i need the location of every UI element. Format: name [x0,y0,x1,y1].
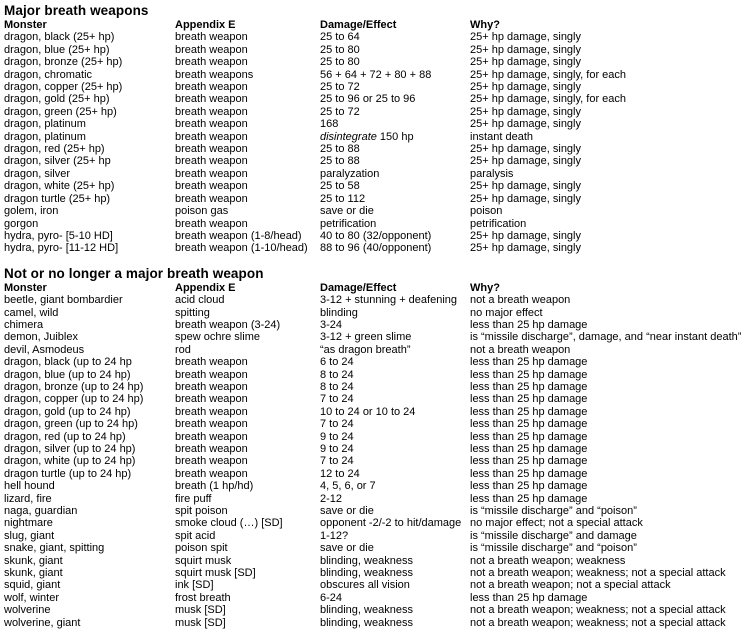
cell-why: 25+ hp damage, singly [470,81,581,94]
table-row [4,356,744,368]
cell-why: less than 25 hp damage [470,368,588,381]
cell-monster: dragon, silver [4,167,71,180]
cell-monster: dragon, bronze (up to 24 hp) [4,380,144,393]
table-row [4,617,744,629]
cell-damage-effect: 25 to 72 [320,81,360,94]
cell-why: less than 25 hp damage [470,467,588,480]
cell-damage-effect: save or die [320,542,374,555]
cell-appendix-e: squirt musk [SD] [175,567,256,580]
cell-appendix-e: breath weapon [175,217,248,230]
cell-why: 25+ hp damage, singly [470,118,581,131]
cell-appendix-e: breath weapon [175,56,248,69]
cell-appendix-e: breath weapon [175,155,248,168]
cell-monster: skunk, giant [4,567,63,580]
cell-appendix-e: spit acid [175,529,216,542]
table-row [4,369,744,381]
cell-monster: hydra, pyro- [11-12 HD] [4,242,119,255]
section-not-major-breath-weapons [4,266,744,629]
cell-why: less than 25 hp damage [470,492,588,505]
table-row [4,193,744,205]
table-row [4,555,744,567]
cell-monster: dragon, gold (25+ hp) [4,93,110,106]
cell-monster: demon, Juiblex [4,331,78,344]
cell-why: less than 25 hp damage [470,318,588,331]
cell-monster: dragon, black (up to 24 hp [4,356,132,369]
cell-why: is “missile discharge”, damage, and “near instant death” [470,331,742,344]
col-header-appendix-e: Appendix E [175,19,236,31]
table-row [4,106,744,118]
cell-why: 25+ hp damage, singly [470,105,581,118]
cell-monster: naga, guardian [4,505,78,518]
cell-appendix-e: breath weapon [175,118,248,131]
cell-appendix-e: breath weapon [175,405,248,418]
cell-appendix-e: breath weapons [175,68,254,81]
cell-why: not a breath weapon; weakness [470,554,626,567]
cell-damage-effect: 6-24 [320,591,343,604]
column-header-row [4,19,744,31]
cell-monster: dragon, copper (up to 24 hp) [4,393,144,406]
cell-damage-effect: 3-24 [320,318,343,331]
cell-damage-effect: 9 to 24 [320,443,354,455]
table-row [4,230,744,242]
cell-why: 25+ hp damage, singly [470,192,581,205]
table-row [4,242,744,254]
cell-why: not a breath weapon [470,294,571,307]
cell-appendix-e: breath weapon [175,93,248,106]
table-row [4,56,744,68]
table-row [4,517,744,529]
cell-monster: dragon, bronze (25+ hp) [4,56,123,69]
cell-monster: skunk, giant [4,554,63,567]
table-row [4,31,744,43]
cell-appendix-e: spit poison [175,505,228,518]
cell-appendix-e: breath weapon [175,105,248,118]
table-row [4,93,744,105]
cell-damage-effect: 8 to 24 [320,368,354,381]
cell-appendix-e: rod [175,343,191,356]
cell-monster: dragon, platinum [4,130,86,143]
cell-damage-effect: 25 to 80 [320,56,360,69]
table-row [4,455,744,467]
cell-damage-effect: save or die [320,205,374,218]
cell-monster: dragon, blue (up to 24 hp) [4,368,131,381]
cell-why: less than 25 hp damage [470,591,588,604]
cell-monster: dragon, platinum [4,118,86,131]
cell-why: less than 25 hp damage [470,380,588,393]
cell-appendix-e: breath weapon [175,443,248,455]
cell-damage-effect: 40 to 80 (32/opponent) [320,229,432,242]
cell-monster: snake, giant, spitting [4,542,105,555]
cell-why: 25+ hp damage, singly [470,242,581,255]
cell-monster: hydra, pyro- [5-10 HD] [4,229,113,242]
cell-monster: wolf, winter [4,591,60,604]
table-row [4,406,744,418]
section-major-breath-weapons [4,3,744,255]
cell-damage-effect: petrification [320,217,377,230]
cell-appendix-e: breath weapon [175,143,248,156]
cell-appendix-e: breath weapon [175,81,248,94]
cell-monster: dragon, white (25+ hp) [4,180,115,193]
cell-appendix-e: fire puff [175,492,212,505]
column-header-row [4,282,744,294]
cell-appendix-e: poison spit [175,542,228,555]
cell-appendix-e: breath weapon (1-8/head) [175,229,302,242]
table-row [4,418,744,430]
cell-why: less than 25 hp damage [470,393,588,406]
table-row [4,604,744,616]
cell-monster: devil, Asmodeus [4,343,85,356]
cell-appendix-e: breath weapon [175,31,248,44]
cell-appendix-e: breath (1 hp/hd) [175,480,254,493]
table-row [4,493,744,505]
cell-appendix-e: breath weapon [175,167,248,180]
cell-appendix-e: squirt musk [175,554,232,567]
cell-appendix-e: acid cloud [175,294,225,307]
cell-monster: wolverine, giant [4,616,81,629]
cell-appendix-e: breath weapon [175,43,248,56]
cell-damage-effect: blinding, weakness [320,616,413,629]
cell-why: less than 25 hp damage [470,418,588,431]
cell-damage-effect: 168 [320,118,339,131]
cell-why: less than 25 hp damage [470,480,588,493]
cell-why: not a breath weapon; weakness; not a special attack [470,616,726,629]
cell-appendix-e: breath weapon [175,393,248,406]
cell-why: no major effect [470,306,543,319]
cell-appendix-e: poison gas [175,205,229,218]
cell-why: instant death [470,130,533,143]
cell-monster: gorgon [4,217,39,230]
cell-damage-effect: 1-12? [320,529,349,542]
cell-monster: golem, iron [4,205,59,218]
cell-why: is “missile discharge” and “poison” [470,505,637,518]
cell-damage-effect: 8 to 24 [320,380,354,393]
cell-damage-effect: paralyzation [320,167,380,180]
cell-monster: chimera [4,318,44,331]
table-row [4,393,744,405]
cell-why: 25+ hp damage, singly [470,155,581,168]
cell-why: poison [470,205,503,218]
cell-damage-effect: blinding, weakness [320,567,413,580]
cell-appendix-e: breath weapon [175,130,248,143]
table-row [4,205,744,217]
table-row [4,218,744,230]
table-row [4,431,744,443]
cell-damage-effect: 4, 5, 6, or 7 [320,480,376,493]
cell-why: not a breath weapon; weakness; not a special attack [470,604,726,617]
cell-damage-effect: blinding [320,306,358,319]
table-row [4,567,744,579]
cell-damage-effect: 10 to 24 or 10 to 24 [320,405,416,418]
cell-why: 25+ hp damage, singly, for each [470,68,627,81]
cell-monster: lizard, fire [4,492,52,505]
cell-damage-effect: 25 to 72 [320,105,360,118]
cell-monster: nightmare [4,517,53,530]
cell-damage-effect: 25 to 112 [320,192,366,205]
cell-why: not a breath weapon; weakness; not a special attack [470,567,726,580]
cell-damage-effect: 25 to 96 or 25 to 96 [320,93,416,106]
col-header-monster: Monster [4,19,47,31]
cell-monster: dragon, blue (25+ hp) [4,43,110,56]
cell-why: 25+ hp damage, singly [470,180,581,193]
cell-why: 25+ hp damage, singly [470,143,581,156]
table-row [4,331,744,343]
table-row [4,579,744,591]
cell-why: is “missile discharge” and “poison” [470,542,637,555]
cell-why: less than 25 hp damage [470,430,588,443]
cell-damage-effect: save or die [320,505,374,518]
cell-why: is “missile discharge” and damage [470,529,637,542]
cell-damage-effect: 3-12 + green slime [320,331,412,344]
cell-why: 25+ hp damage, singly [470,229,581,242]
cell-damage-effect: 9 to 24 [320,430,354,443]
cell-damage-effect: “as dragon breath” [320,343,411,356]
cell-appendix-e: breath weapon [175,380,248,393]
cell-appendix-e: musk [SD] [175,616,226,629]
cell-appendix-e: breath weapon [175,418,248,431]
cell-monster: slug, giant [4,529,55,542]
cell-why: not a breath weapon; not a special attack [470,579,671,592]
cell-monster: dragon, green (25+ hp) [4,105,117,118]
cell-appendix-e: smoke cloud (…) [SD] [175,517,283,530]
not-major-breath-weapons-table [4,282,744,629]
cell-monster: dragon, black (25+ hp) [4,31,115,44]
cell-monster: dragon, silver (25+ hp [4,155,111,168]
cell-damage-effect: 25 to 88 [320,143,360,156]
cell-appendix-e: breath weapon [175,467,248,480]
col-header-why: Why? [470,19,500,31]
cell-damage-effect: opponent -2/-2 to hit/damage [320,517,462,530]
table-row [4,44,744,56]
table-row [4,307,744,319]
cell-appendix-e: breath weapon [175,455,248,468]
cell-monster: dragon, green (up to 24 hp) [4,418,138,431]
table-row [4,180,744,192]
table-row [4,81,744,93]
cell-damage-effect: 12 to 24 [320,467,360,480]
cell-why: paralysis [470,167,514,180]
cell-damage-effect: 7 to 24 [320,393,354,406]
cell-damage-effect: 7 to 24 [320,455,354,468]
cell-monster: dragon, white (up to 24 hp) [4,455,136,468]
table-row [4,530,744,542]
cell-appendix-e: musk [SD] [175,604,226,617]
major-breath-weapons-table [4,19,744,255]
cell-damage-effect: obscures all vision [320,579,410,592]
table-row [4,168,744,180]
cell-why: less than 25 hp damage [470,443,588,455]
cell-damage-effect: 3-12 + stunning + deafening [320,294,458,307]
cell-appendix-e: ink [SD] [175,579,214,592]
cell-appendix-e: spitting [175,306,210,319]
cell-why: less than 25 hp damage [470,455,588,468]
cell-monster: hell hound [4,480,55,493]
cell-damage-effect: blinding, weakness [320,554,413,567]
cell-why: not a breath weapon [470,343,571,356]
cell-why: petrification [470,217,527,230]
cell-appendix-e: breath weapon (3-24) [175,318,281,331]
cell-damage-effect: 25 to 88 [320,155,360,168]
table-row [4,480,744,492]
cell-damage-effect: 56 + 64 + 72 + 80 + 88 [320,68,432,81]
cell-damage-effect: 25 to 58 [320,180,360,193]
table-row [4,143,744,155]
cell-monster: camel, wild [4,306,59,319]
cell-appendix-e: breath weapon [175,368,248,381]
cell-monster: dragon, chromatic [4,68,93,81]
table-row [4,69,744,81]
section-title-major: Major breath weapons [4,3,149,18]
cell-damage-effect: 2-12 [320,492,343,505]
cell-damage-effect: 6 to 24 [320,356,354,369]
cell-damage-effect: 25 to 80 [320,43,360,56]
table-row [4,344,744,356]
table-row [4,155,744,167]
cell-monster: dragon, gold (up to 24 hp) [4,405,131,418]
cell-damage-effect: 25 to 64 [320,31,360,44]
cell-appendix-e: breath weapon [175,192,248,205]
table-row [4,118,744,130]
cell-monster: squid, giant [4,579,61,592]
col-header-damage-effect: Damage/Effect [320,19,397,31]
col-header-why: Why? [470,281,500,294]
table-row [4,381,744,393]
col-header-appendix-e: Appendix E [175,281,236,294]
table-row [4,319,744,331]
cell-monster: dragon, copper (25+ hp) [4,81,123,94]
table-row [4,505,744,517]
cell-why: 25+ hp damage, singly [470,43,581,56]
table-row [4,294,744,306]
cell-monster: beetle, giant bombardier [4,294,123,307]
col-header-damage-effect: Damage/Effect [320,281,397,294]
cell-monster: dragon, silver (up to 24 hp) [4,443,136,455]
cell-monster: dragon, red (25+ hp) [4,143,105,156]
cell-why: 25+ hp damage, singly [470,56,581,69]
section-title-not-major: Not or no longer a major breath weapon [4,265,264,281]
table-row [4,468,744,480]
cell-appendix-e: breath weapon (1-10/head) [175,242,308,255]
cell-damage-effect: 88 to 96 (40/opponent) [320,242,432,255]
cell-appendix-e: breath weapon [175,180,248,193]
cell-monster: dragon turtle (up to 24 hp) [4,467,132,480]
cell-appendix-e: breath weapon [175,356,248,369]
col-header-monster: Monster [4,281,47,294]
cell-damage-effect: 7 to 24 [320,418,354,431]
cell-appendix-e: spew ochre slime [175,331,260,344]
table-row [4,592,744,604]
cell-damage-effect: blinding, weakness [320,604,413,617]
cell-why: 25+ hp damage, singly, for each [470,93,627,106]
cell-appendix-e: frost breath [175,591,231,604]
cell-damage-effect: disintegrate 150 hp [320,130,414,143]
table-row [4,542,744,554]
cell-monster: wolverine [4,604,51,617]
table-row [4,131,744,143]
cell-monster: dragon turtle (25+ hp) [4,192,111,205]
cell-why: no major effect; not a special attack [470,517,643,530]
cell-appendix-e: breath weapon [175,430,248,443]
cell-why: less than 25 hp damage [470,356,588,369]
cell-monster: dragon, red (up to 24 hp) [4,430,126,443]
table-row [4,443,744,455]
cell-why: less than 25 hp damage [470,405,588,418]
cell-why: 25+ hp damage, singly [470,31,581,44]
